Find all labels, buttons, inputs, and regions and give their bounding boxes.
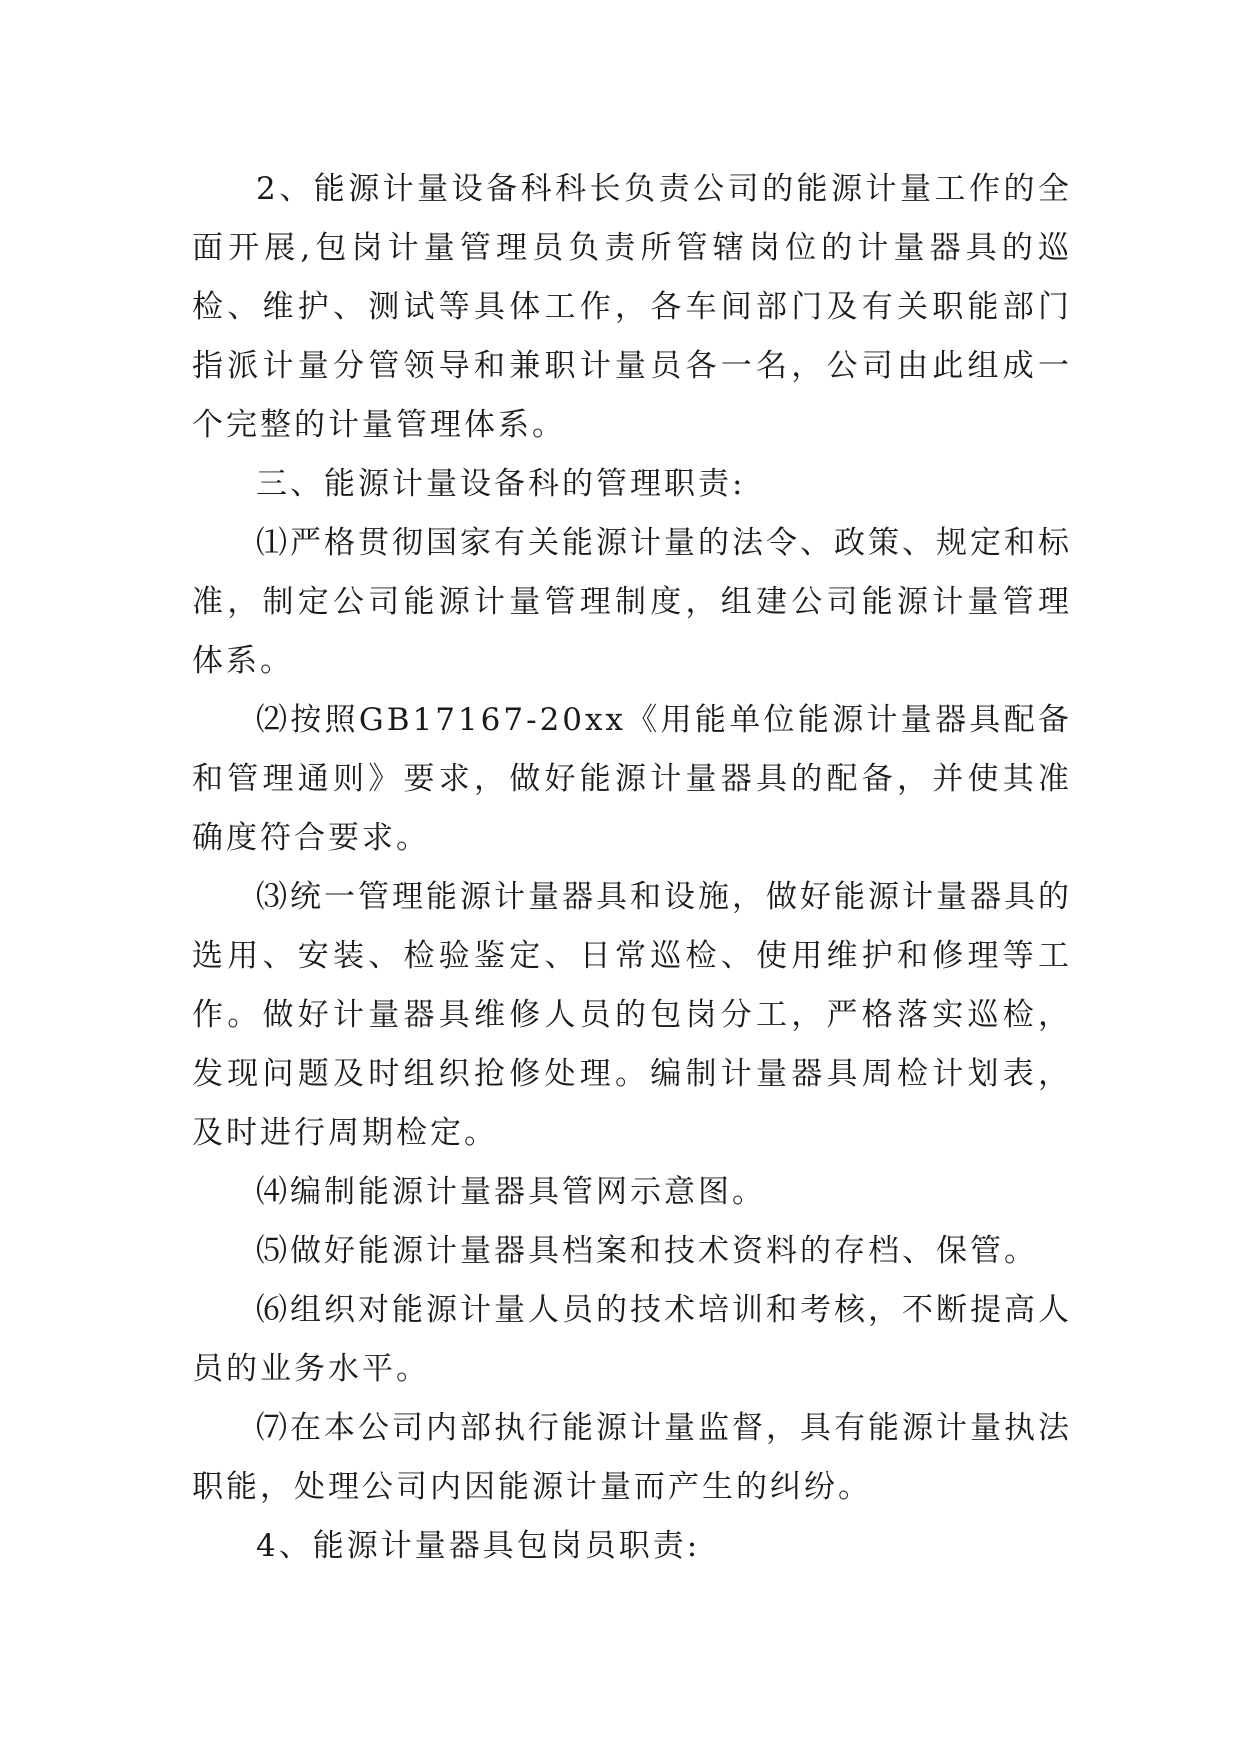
- heading-section-4: 4、能源计量器具包岗员职责:: [256, 1528, 701, 1564]
- heading-section-3: 三、能源计量设备科的管理职责:: [256, 466, 746, 502]
- paragraph-item-4: ⑷编制能源计量器具管网示意图。: [256, 1174, 766, 1210]
- paragraph-item-1: ⑴严格贯彻国家有关能源计量的法令、政策、规定和标准，制定公司能源计量管理制度，组建公司能源计量管理体系。: [192, 525, 1072, 679]
- document-body: [192, 160, 1072, 1576]
- paragraph-item-6: ⑹组织对能源计量人员的技术培训和考核，不断提高人员的业务水平。: [192, 1292, 1072, 1387]
- paragraph-item-7: ⑺在本公司内部执行能源计量监督，具有能源计量执法职能，处理公司内因能源计量而产生的纠纷。: [192, 1410, 1072, 1505]
- paragraph-item-5: ⑸做好能源计量器具档案和技术资料的存档、保管。: [256, 1233, 1038, 1269]
- paragraph-section-2: 2、能源计量设备科科长负责公司的能源计量工作的全面开展,包岗计量管理员负责所管辖岗位的计量器具的巡检、维护、测试等具体工作，各车间部门及有关职能部门指派计量分管领导和兼职计量员各一名，公司由此组成一个完整的计量管理体系。: [192, 171, 1072, 443]
- paragraph-item-3: ⑶统一管理能源计量器具和设施，做好能源计量器具的选用、安装、检验鉴定、日常巡检、使用维护和修理等工作。做好计量器具维修人员的包岗分工，严格落实巡检，发现问题及时组织抢修处理。编制计量器具周检计划表，及时进行周期检定。: [192, 879, 1072, 1151]
- paragraph-item-2: ⑵按照GB17167-20xx《用能单位能源计量器具配备和管理通则》要求，做好能源计量器具的配备，并使其准确度符合要求。: [192, 702, 1072, 856]
